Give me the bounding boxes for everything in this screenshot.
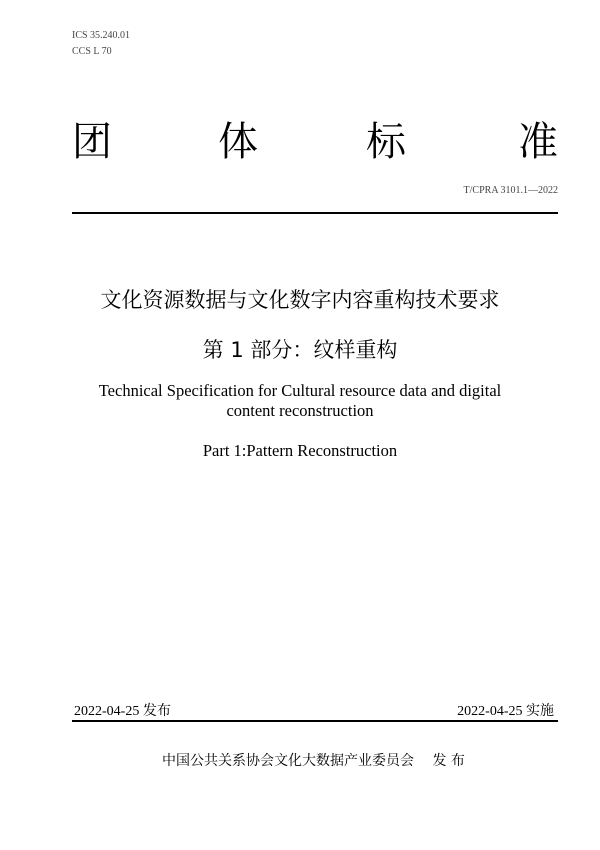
- ics-code: ICS 35.240.01: [72, 30, 131, 41]
- ccs-code: CCS L 70: [72, 46, 112, 57]
- subtitle-en: Part 1:Pattern Reconstruction: [202, 441, 398, 460]
- publisher-line: [162, 750, 465, 770]
- title-en-line2: content reconstruction: [226, 401, 374, 420]
- title-en-line1: Technical Specification for Cultural resource data and digital: [98, 381, 502, 400]
- standard-number: T/CPRA 3101.1—2022: [463, 185, 558, 196]
- category-char-4: 准: [518, 119, 558, 165]
- header-divider: [72, 212, 558, 214]
- publish-label: 发 布: [432, 753, 465, 769]
- subtitle-zh: 第 1 部分：纹样重构: [202, 338, 398, 362]
- effective-date: 2022-04-25 实施: [457, 704, 554, 719]
- publish-date: 2022-04-25 发布: [74, 704, 171, 719]
- title-zh: 文化资源数据与文化数字内容重构技术要求: [100, 288, 500, 312]
- category-char-3: 标: [366, 119, 406, 165]
- footer-divider: [72, 720, 558, 722]
- category-char-2: 体: [218, 119, 258, 165]
- category-char-1: 团: [72, 119, 112, 165]
- publisher: 中国公共关系协会文化大数据产业委员会: [162, 753, 414, 769]
